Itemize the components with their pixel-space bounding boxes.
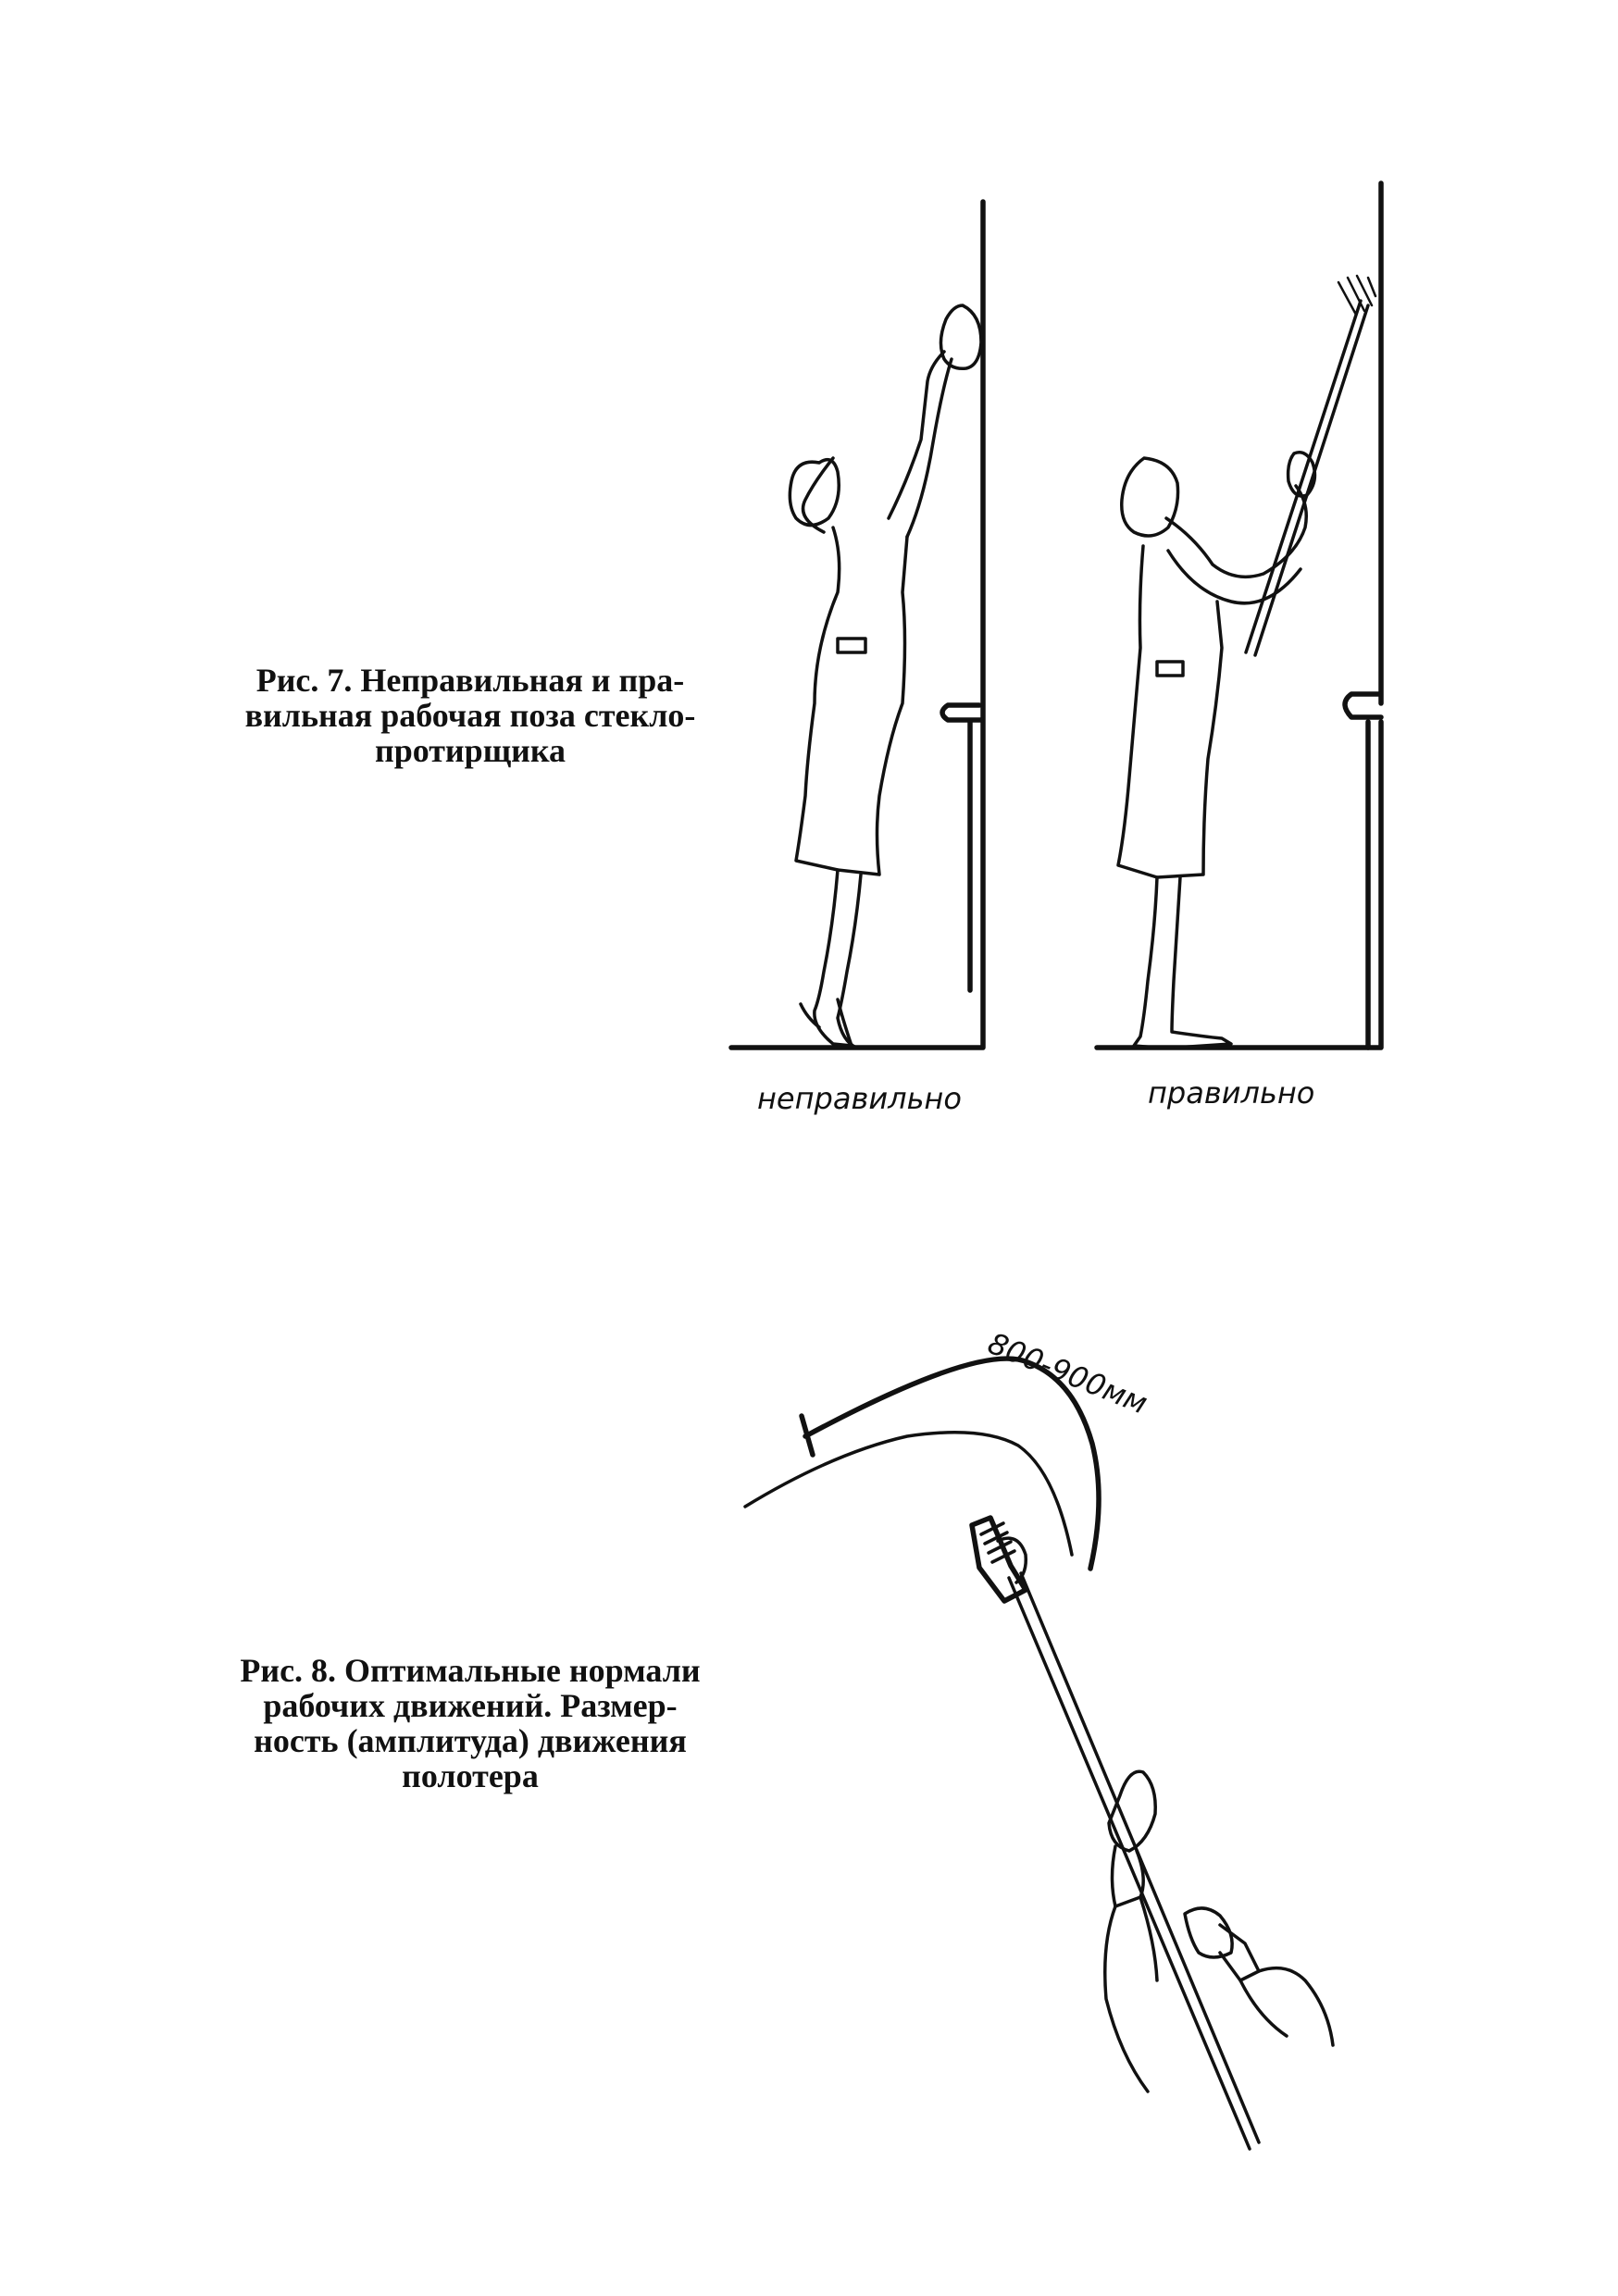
lower-hand [1185, 1908, 1232, 1957]
figure-7-incorrect-posture-illustration [731, 202, 983, 1048]
worker-figure-flat-feet [1118, 453, 1314, 1048]
swing-trajectory [745, 1433, 1072, 1555]
label-incorrect-posture: неправильно [757, 1081, 962, 1116]
figure-8-caption-line-1: Рис. 8. Оптимальные нормали [240, 1652, 701, 1689]
figure-8-floor-polisher-illustration [745, 1325, 1333, 2149]
worker-figure-tiptoe [790, 305, 981, 1048]
figure-7-caption-line-1: Рис. 7. Неправильная и пра- [255, 662, 685, 699]
figure-7-correct-posture-illustration [1097, 183, 1381, 1048]
windowsill-left [942, 705, 981, 720]
windowsill-right [1345, 694, 1381, 717]
label-correct-posture: правильно [1148, 1075, 1315, 1111]
figure-8-caption-line-2: рабочих движений. Размер- [263, 1687, 678, 1724]
dimension-label: 800-900мм [983, 1325, 1152, 1421]
figure-8-caption-line-4: полотера [402, 1757, 539, 1794]
figure-7-caption-line-3: протирщика [374, 732, 566, 769]
figure-8-caption-line-3: ность (амплитуда) движения [254, 1722, 687, 1759]
figure-7-caption-line-2: вильная рабочая поза стекло- [244, 697, 696, 734]
amplitude-arc [805, 1359, 1099, 1569]
